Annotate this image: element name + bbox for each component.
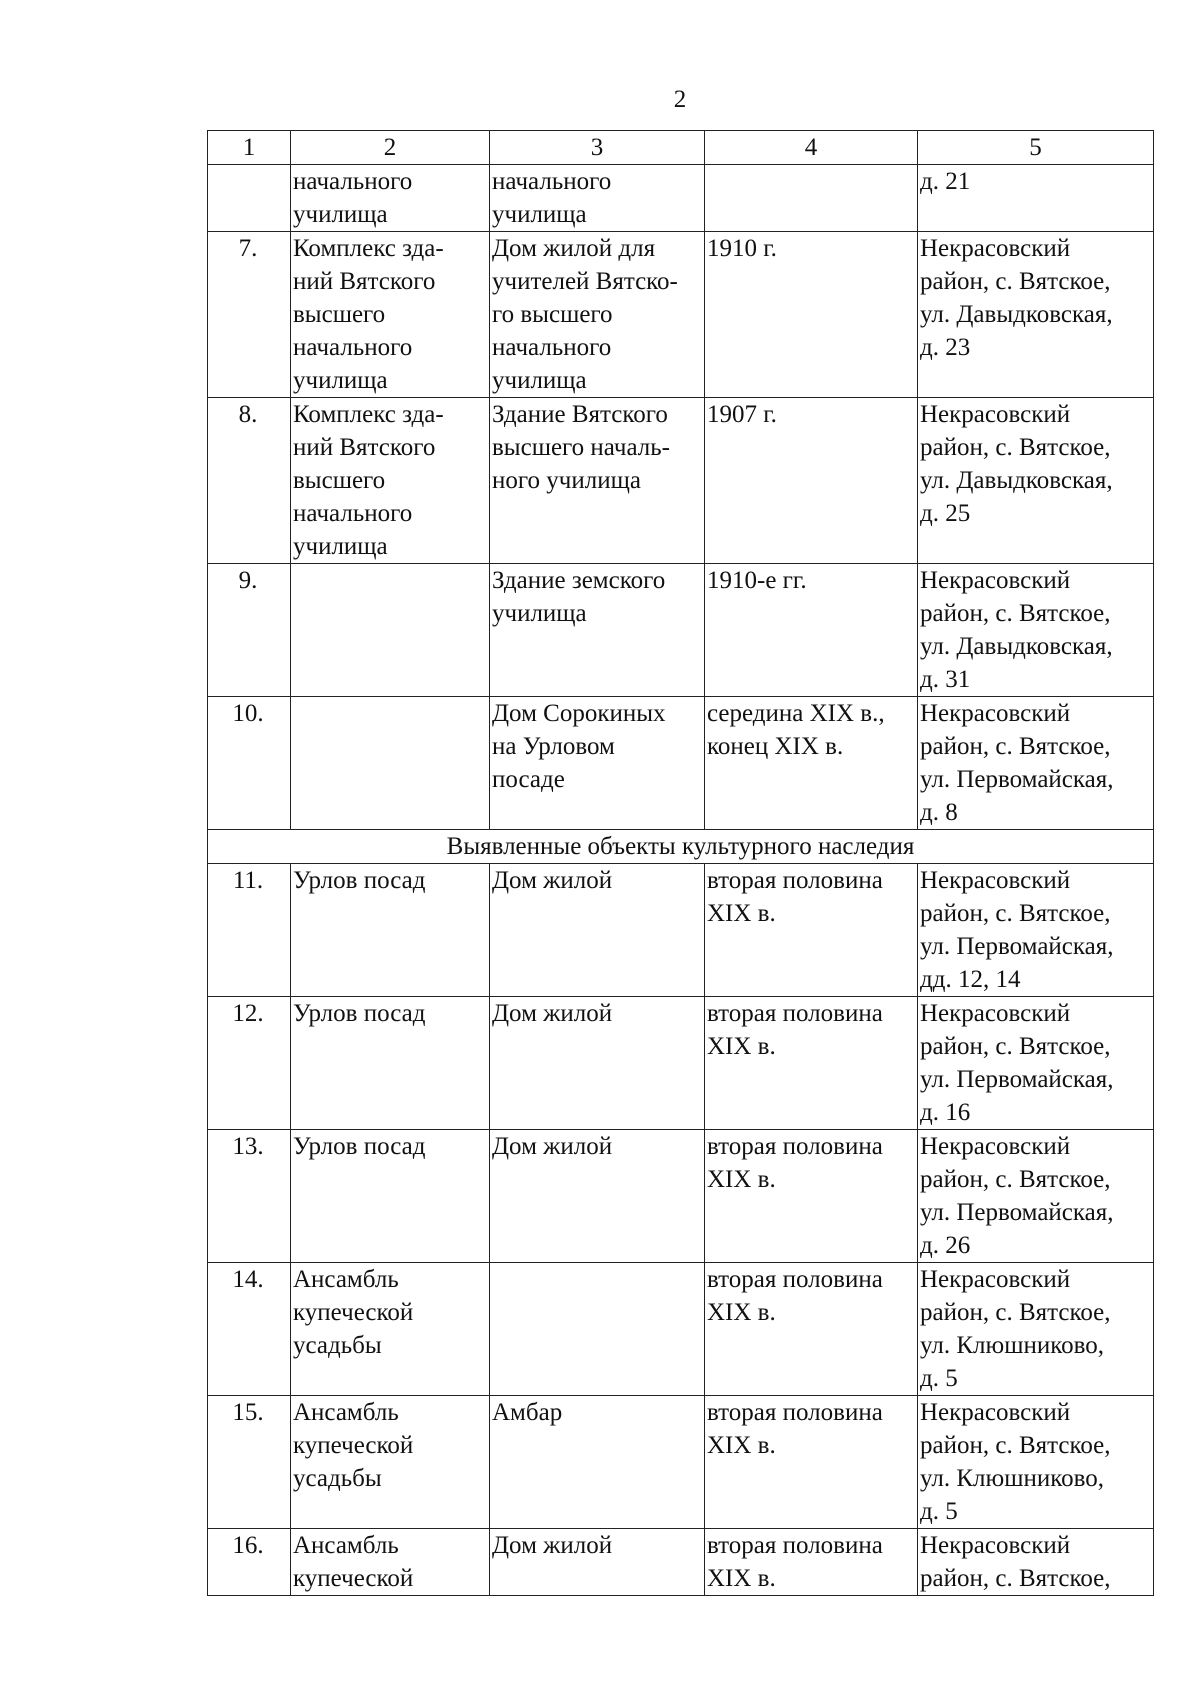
object-name	[490, 1263, 705, 1396]
address: Некрасовский район, с. Вятское, ул. Давыдковская, д. 25	[918, 398, 1154, 564]
row-number: 14.	[208, 1263, 291, 1396]
page-number: 2	[673, 86, 687, 113]
row-number: 12.	[208, 997, 291, 1130]
object-name: Дом жилой для учителей Вятско- го высшего начального училища	[490, 232, 705, 398]
dating	[705, 165, 918, 232]
table-row	[208, 1263, 1154, 1396]
address: Некрасовский район, с. Вятское, ул. Давыдковская, д. 23	[918, 232, 1154, 398]
table-row	[208, 564, 1154, 697]
object-name: Дом жилой	[490, 1130, 705, 1263]
ensemble-name: Ансамбль купеческой	[291, 1529, 490, 1596]
object-name: Дом жилой	[490, 864, 705, 997]
object-name: Дом Сорокиных на Урловом посаде	[490, 697, 705, 830]
ensemble-name: Комплекс зда- ний Вятского высшего начального училища	[291, 232, 490, 398]
row-number: 11.	[208, 864, 291, 997]
row-number	[208, 165, 291, 232]
column-number: 2	[291, 131, 490, 165]
ensemble-name: Ансамбль купеческой усадьбы	[291, 1396, 490, 1529]
dating: 1910 г.	[705, 232, 918, 398]
table-row	[208, 697, 1154, 830]
ensemble-name: начального училища	[291, 165, 490, 232]
dating: вторая половина XIX в.	[705, 864, 918, 997]
object-name: Амбар	[490, 1396, 705, 1529]
dating: вторая половина XIX в.	[705, 1396, 918, 1529]
address: Некрасовский район, с. Вятское,	[918, 1529, 1154, 1596]
column-number: 3	[490, 131, 705, 165]
object-name: Дом жилой	[490, 997, 705, 1130]
address: Некрасовский район, с. Вятское, ул. Первомайская, дд. 12, 14	[918, 864, 1154, 997]
dating: вторая половина XIX в.	[705, 1529, 918, 1596]
row-number: 13.	[208, 1130, 291, 1263]
table-row	[208, 1529, 1154, 1596]
ensemble-name: Комплекс зда- ний Вятского высшего начального училища	[291, 398, 490, 564]
object-name: начального училища	[490, 165, 705, 232]
row-number: 16.	[208, 1529, 291, 1596]
column-number: 5	[918, 131, 1154, 165]
column-number: 1	[208, 131, 291, 165]
address: Некрасовский район, с. Вятское, ул. Первомайская, д. 8	[918, 697, 1154, 830]
address: д. 21	[918, 165, 1154, 232]
row-number: 7.	[208, 232, 291, 398]
row-number: 15.	[208, 1396, 291, 1529]
dating: 1910-е гг.	[705, 564, 918, 697]
object-name: Здание земского училища	[490, 564, 705, 697]
address: Некрасовский район, с. Вятское, ул. Первомайская, д. 16	[918, 997, 1154, 1130]
table-row	[208, 165, 1154, 232]
ensemble-name: Урлов посад	[291, 864, 490, 997]
row-number: 8.	[208, 398, 291, 564]
table-row	[208, 1130, 1154, 1263]
table-body	[208, 131, 1154, 1596]
object-name: Дом жилой	[490, 1529, 705, 1596]
address: Некрасовский район, с. Вятское, ул. Первомайская, д. 26	[918, 1130, 1154, 1263]
dating: 1907 г.	[705, 398, 918, 564]
row-number: 9.	[208, 564, 291, 697]
row-number: 10.	[208, 697, 291, 830]
ensemble-name: Урлов посад	[291, 997, 490, 1130]
dating: вторая половина XIX в.	[705, 1130, 918, 1263]
dating: вторая половина XIX в.	[705, 997, 918, 1130]
dating: вторая половина XIX в.	[705, 1263, 918, 1396]
ensemble-name: Урлов посад	[291, 1130, 490, 1263]
column-number: 4	[705, 131, 918, 165]
table-row	[208, 398, 1154, 564]
table-row	[208, 997, 1154, 1130]
table-row	[208, 864, 1154, 997]
column-number-row	[208, 131, 1154, 165]
ensemble-name: Ансамбль купеческой усадьбы	[291, 1263, 490, 1396]
table-row	[208, 232, 1154, 398]
address: Некрасовский район, с. Вятское, ул. Клюшниково, д. 5	[918, 1396, 1154, 1529]
section-title: Выявленные объекты культурного наследия	[208, 830, 1154, 864]
dating: середина XIX в., конец XIX в.	[705, 697, 918, 830]
ensemble-name	[291, 564, 490, 697]
table-row	[208, 1396, 1154, 1529]
address: Некрасовский район, с. Вятское, ул. Клюшниково, д. 5	[918, 1263, 1154, 1396]
heritage-table	[207, 130, 1154, 1596]
address: Некрасовский район, с. Вятское, ул. Давыдковская, д. 31	[918, 564, 1154, 697]
object-name: Здание Вятского высшего началь- ного училища	[490, 398, 705, 564]
section-row	[208, 830, 1154, 864]
ensemble-name	[291, 697, 490, 830]
